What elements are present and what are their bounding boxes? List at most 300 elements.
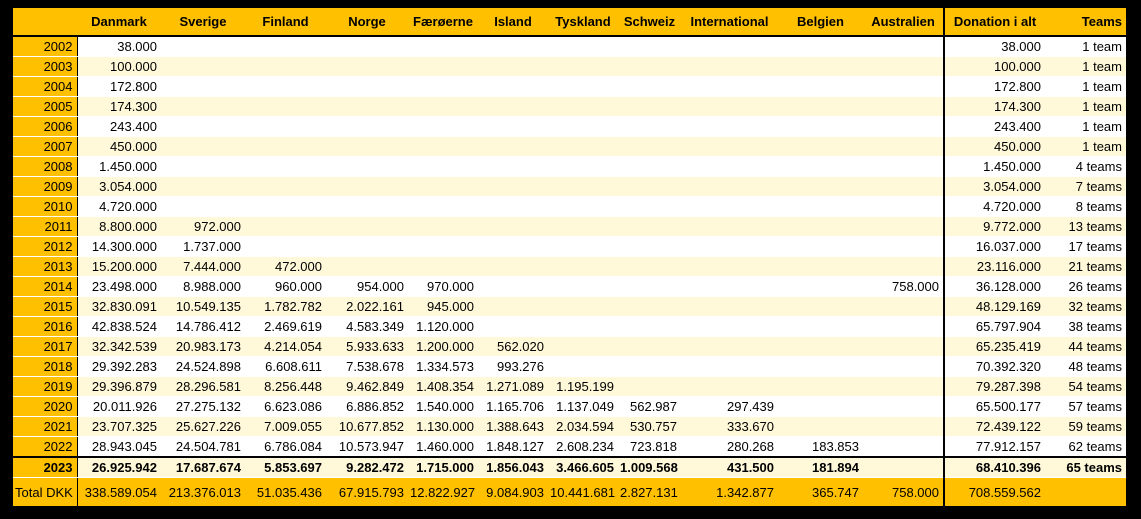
row-label: 2021 [13,417,77,437]
table-row [13,36,1126,57]
data-cell [478,77,548,97]
data-cell [245,217,326,237]
row-label: 2017 [13,337,77,357]
data-cell: 25.627.226 [161,417,245,437]
data-cell: 3.466.605 [548,457,618,478]
teams-cell: 1 team [1045,137,1126,157]
data-cell: 23.707.325 [77,417,161,437]
data-cell [778,377,863,397]
data-cell [478,57,548,77]
table-row [13,397,1126,417]
donation-total-cell: 70.392.320 [944,357,1045,377]
data-cell: 27.275.132 [161,397,245,417]
data-cell [478,277,548,297]
data-cell: 1.271.089 [478,377,548,397]
data-cell [681,77,778,97]
donation-total-cell: 708.559.562 [944,478,1045,507]
table-row [13,417,1126,437]
data-cell [863,157,944,177]
data-cell: 14.300.000 [77,237,161,257]
data-cell: 174.300 [77,97,161,117]
data-cell [778,357,863,377]
data-cell [618,57,681,77]
row-label: 2019 [13,377,77,397]
data-cell [618,237,681,257]
data-cell [681,337,778,357]
data-cell [863,57,944,77]
col-header: International [690,14,769,29]
col-header: Sverige [179,14,227,29]
donation-total-cell: 243.400 [944,117,1045,137]
data-cell [548,137,618,157]
data-cell [618,177,681,197]
col-header: Australien [871,14,935,29]
col-header: Island [494,14,532,29]
data-cell [326,57,408,77]
data-cell: 2.608.234 [548,437,618,458]
data-cell [548,297,618,317]
data-cell: 15.200.000 [77,257,161,277]
data-cell: 7.009.055 [245,417,326,437]
data-cell [548,217,618,237]
data-cell: 1.715.000 [408,457,478,478]
data-cell: 472.000 [245,257,326,277]
donation-total-cell: 77.912.157 [944,437,1045,458]
data-cell: 6.786.084 [245,437,326,458]
data-cell [326,177,408,197]
data-cell: 9.084.903 [478,478,548,507]
data-cell: 243.400 [77,117,161,137]
table-row [13,97,1126,117]
data-cell [681,237,778,257]
data-cell [681,377,778,397]
data-cell [548,257,618,277]
row-label: 2009 [13,177,77,197]
data-cell [161,137,245,157]
data-cell [408,237,478,257]
data-cell [863,97,944,117]
data-cell [863,457,944,478]
row-label: Total DKK [13,478,77,507]
donation-total-cell: 23.116.000 [944,257,1045,277]
data-cell [863,377,944,397]
data-cell: 32.342.539 [77,337,161,357]
data-cell [863,77,944,97]
data-cell [618,317,681,337]
data-cell: 20.983.173 [161,337,245,357]
donation-total-cell: 450.000 [944,137,1045,157]
data-cell: 280.268 [681,437,778,458]
data-cell [681,257,778,277]
data-cell [326,36,408,57]
data-cell [245,177,326,197]
data-cell [863,297,944,317]
teams-cell: 26 teams [1045,277,1126,297]
data-cell: 8.800.000 [77,217,161,237]
data-cell [618,377,681,397]
data-cell: 4.583.349 [326,317,408,337]
data-cell: 5.933.633 [326,337,408,357]
data-cell [778,97,863,117]
teams-cell: 8 teams [1045,197,1126,217]
data-cell [245,117,326,137]
data-cell: 1.195.199 [548,377,618,397]
teams-cell: 59 teams [1045,417,1126,437]
data-cell [681,277,778,297]
data-cell: 28.943.045 [77,437,161,458]
data-cell [161,197,245,217]
data-cell [548,237,618,257]
col-header: Tyskland [555,14,611,29]
teams-cell [1045,478,1126,507]
data-cell [161,57,245,77]
data-cell: 723.818 [618,437,681,458]
data-cell [681,97,778,117]
table-row [13,437,1126,458]
col-header: Danmark [91,14,147,29]
data-cell: 1.856.043 [478,457,548,478]
col-header: Finland [262,14,309,29]
table-row [13,337,1126,357]
data-cell: 29.392.283 [77,357,161,377]
data-cell: 24.524.898 [161,357,245,377]
data-cell [326,157,408,177]
data-cell [863,397,944,417]
data-cell: 365.747 [778,478,863,507]
row-label: 2013 [13,257,77,277]
data-cell [408,97,478,117]
data-cell [408,197,478,217]
data-cell [681,317,778,337]
data-cell: 562.987 [618,397,681,417]
data-cell: 8.256.448 [245,377,326,397]
data-cell [548,157,618,177]
teams-cell: 7 teams [1045,177,1126,197]
data-cell [548,277,618,297]
data-cell [863,237,944,257]
data-cell [161,97,245,117]
teams-cell: 21 teams [1045,257,1126,277]
data-cell [408,157,478,177]
data-cell [161,157,245,177]
data-cell [245,97,326,117]
data-cell [408,117,478,137]
donation-total-cell: 174.300 [944,97,1045,117]
data-cell [863,197,944,217]
data-cell [681,137,778,157]
data-cell: 1.388.643 [478,417,548,437]
total-row [13,478,1126,507]
data-cell [863,437,944,458]
data-cell: 960.000 [245,277,326,297]
row-label: 2005 [13,97,77,117]
data-cell [778,36,863,57]
data-cell: 972.000 [161,217,245,237]
data-cell: 1.137.049 [548,397,618,417]
data-cell [326,77,408,97]
data-cell [408,217,478,237]
data-cell: 28.296.581 [161,377,245,397]
row-label: 2010 [13,197,77,217]
data-cell [548,117,618,137]
row-label: 2004 [13,77,77,97]
data-cell [548,57,618,77]
data-cell [478,317,548,337]
data-cell [778,337,863,357]
data-cell [326,257,408,277]
data-cell: 14.786.412 [161,317,245,337]
data-cell: 1.342.877 [681,478,778,507]
table-row [13,277,1126,297]
data-cell: 181.894 [778,457,863,478]
data-cell [778,137,863,157]
row-label: 2007 [13,137,77,157]
col-header: Belgien [797,14,844,29]
data-cell [778,317,863,337]
row-label: 2003 [13,57,77,77]
data-cell [478,97,548,117]
data-cell: 6.608.611 [245,357,326,377]
data-cell [245,77,326,97]
table-row [13,57,1126,77]
data-cell: 6.886.852 [326,397,408,417]
data-cell: 970.000 [408,277,478,297]
donation-total-cell: 68.410.396 [944,457,1045,478]
data-cell [161,177,245,197]
table-row [13,297,1126,317]
data-cell [778,57,863,77]
data-cell: 530.757 [618,417,681,437]
data-cell: 42.838.524 [77,317,161,337]
data-cell [326,197,408,217]
donation-total-cell: 16.037.000 [944,237,1045,257]
data-cell: 945.000 [408,297,478,317]
data-cell: 2.469.619 [245,317,326,337]
header-corner [13,8,77,36]
data-cell: 562.020 [478,337,548,357]
data-cell [548,36,618,57]
table-row [13,137,1126,157]
data-cell: 758.000 [863,277,944,297]
data-cell [618,36,681,57]
teams-cell: 38 teams [1045,317,1126,337]
teams-cell: 1 team [1045,57,1126,77]
col-header: Færøerne [413,14,473,29]
data-cell [548,197,618,217]
data-cell: 5.853.697 [245,457,326,478]
data-cell [548,337,618,357]
data-cell [478,257,548,277]
teams-cell: 1 team [1045,117,1126,137]
data-cell [618,117,681,137]
data-cell: 1.200.000 [408,337,478,357]
data-cell: 431.500 [681,457,778,478]
data-cell [478,237,548,257]
data-cell: 6.623.086 [245,397,326,417]
data-cell [245,137,326,157]
data-cell [681,197,778,217]
donation-total-cell: 1.450.000 [944,157,1045,177]
data-cell [681,297,778,317]
data-cell [778,397,863,417]
data-cell [478,177,548,197]
row-label: 2011 [13,217,77,237]
data-cell: 1.165.706 [478,397,548,417]
highlight-row [13,457,1126,478]
data-cell [326,137,408,157]
data-cell [161,36,245,57]
data-cell: 12.822.927 [408,478,478,507]
data-cell: 24.504.781 [161,437,245,458]
data-cell [548,77,618,97]
donation-total-cell: 38.000 [944,36,1045,57]
data-cell [681,357,778,377]
data-cell: 1.737.000 [161,237,245,257]
data-cell: 450.000 [77,137,161,157]
teams-cell: 32 teams [1045,297,1126,317]
data-cell: 1.450.000 [77,157,161,177]
data-cell [863,317,944,337]
table-row [13,317,1126,337]
data-cell: 333.670 [681,417,778,437]
data-cell [245,197,326,217]
donation-total-cell: 65.797.904 [944,317,1045,337]
data-cell: 297.439 [681,397,778,417]
teams-cell: 13 teams [1045,217,1126,237]
data-cell [478,157,548,177]
data-cell [548,317,618,337]
donation-total-cell: 79.287.398 [944,377,1045,397]
data-cell [863,337,944,357]
row-label: 2016 [13,317,77,337]
donation-total-cell: 72.439.122 [944,417,1045,437]
row-label: 2002 [13,36,77,57]
data-cell [245,36,326,57]
data-cell [681,57,778,77]
data-cell: 26.925.942 [77,457,161,478]
data-cell [618,137,681,157]
teams-cell: 1 team [1045,77,1126,97]
data-cell: 17.687.674 [161,457,245,478]
row-label: 2008 [13,157,77,177]
row-label: 2018 [13,357,77,377]
data-cell: 2.827.131 [618,478,681,507]
data-cell [618,77,681,97]
data-cell [161,77,245,97]
data-cell [408,57,478,77]
teams-cell: 54 teams [1045,377,1126,397]
data-cell [618,277,681,297]
data-cell [548,357,618,377]
data-cell [778,177,863,197]
data-cell: 758.000 [863,478,944,507]
data-cell: 1.334.573 [408,357,478,377]
donation-total-cell: 65.235.419 [944,337,1045,357]
donation-total-cell: 65.500.177 [944,397,1045,417]
data-cell [778,257,863,277]
row-label: 2022 [13,437,77,458]
table-row [13,157,1126,177]
data-cell: 10.441.681 [548,478,618,507]
teams-cell: 48 teams [1045,357,1126,377]
table-row [13,377,1126,397]
col-header: Schweiz [623,14,676,29]
data-cell [618,217,681,237]
data-cell: 10.677.852 [326,417,408,437]
donation-total-cell: 100.000 [944,57,1045,77]
data-cell [778,197,863,217]
data-cell [681,217,778,237]
data-cell [548,177,618,197]
data-cell: 993.276 [478,357,548,377]
data-cell: 4.214.054 [245,337,326,357]
data-cell: 1.460.000 [408,437,478,458]
row-label: 2015 [13,297,77,317]
teams-cell: 1 team [1045,97,1126,117]
data-cell [863,177,944,197]
data-cell: 1.130.000 [408,417,478,437]
data-cell [778,217,863,237]
teams-cell: 1 team [1045,36,1126,57]
row-label: 2012 [13,237,77,257]
teams-cell: 62 teams [1045,437,1126,458]
data-cell: 954.000 [326,277,408,297]
data-cell [778,417,863,437]
col-header: Teams [1081,14,1122,29]
data-cell [478,137,548,157]
header-row [13,8,1126,36]
data-cell: 1.408.354 [408,377,478,397]
data-cell [863,417,944,437]
table-row [13,77,1126,97]
data-cell [681,177,778,197]
table-row [13,197,1126,217]
data-cell [408,36,478,57]
data-cell: 1.009.568 [618,457,681,478]
data-cell [245,237,326,257]
data-cell [863,257,944,277]
data-cell [245,57,326,77]
data-cell: 1.120.000 [408,317,478,337]
data-cell: 32.830.091 [77,297,161,317]
table-row [13,117,1126,137]
row-label: 2006 [13,117,77,137]
donation-total-cell: 9.772.000 [944,217,1045,237]
data-cell: 338.589.054 [77,478,161,507]
data-cell [618,337,681,357]
data-cell: 2.022.161 [326,297,408,317]
data-cell [778,157,863,177]
row-label: 2023 [13,457,77,478]
teams-cell: 65 teams [1045,457,1126,478]
data-cell [618,157,681,177]
data-cell [863,357,944,377]
donation-total-cell: 172.800 [944,77,1045,97]
data-cell [245,157,326,177]
data-cell: 10.573.947 [326,437,408,458]
data-cell: 9.462.849 [326,377,408,397]
data-cell: 29.396.879 [77,377,161,397]
data-cell [408,177,478,197]
data-cell [681,157,778,177]
col-header: Norge [348,14,386,29]
data-cell: 10.549.135 [161,297,245,317]
data-cell [863,117,944,137]
data-cell [326,217,408,237]
data-cell [778,77,863,97]
data-cell [778,117,863,137]
data-cell: 4.720.000 [77,197,161,217]
